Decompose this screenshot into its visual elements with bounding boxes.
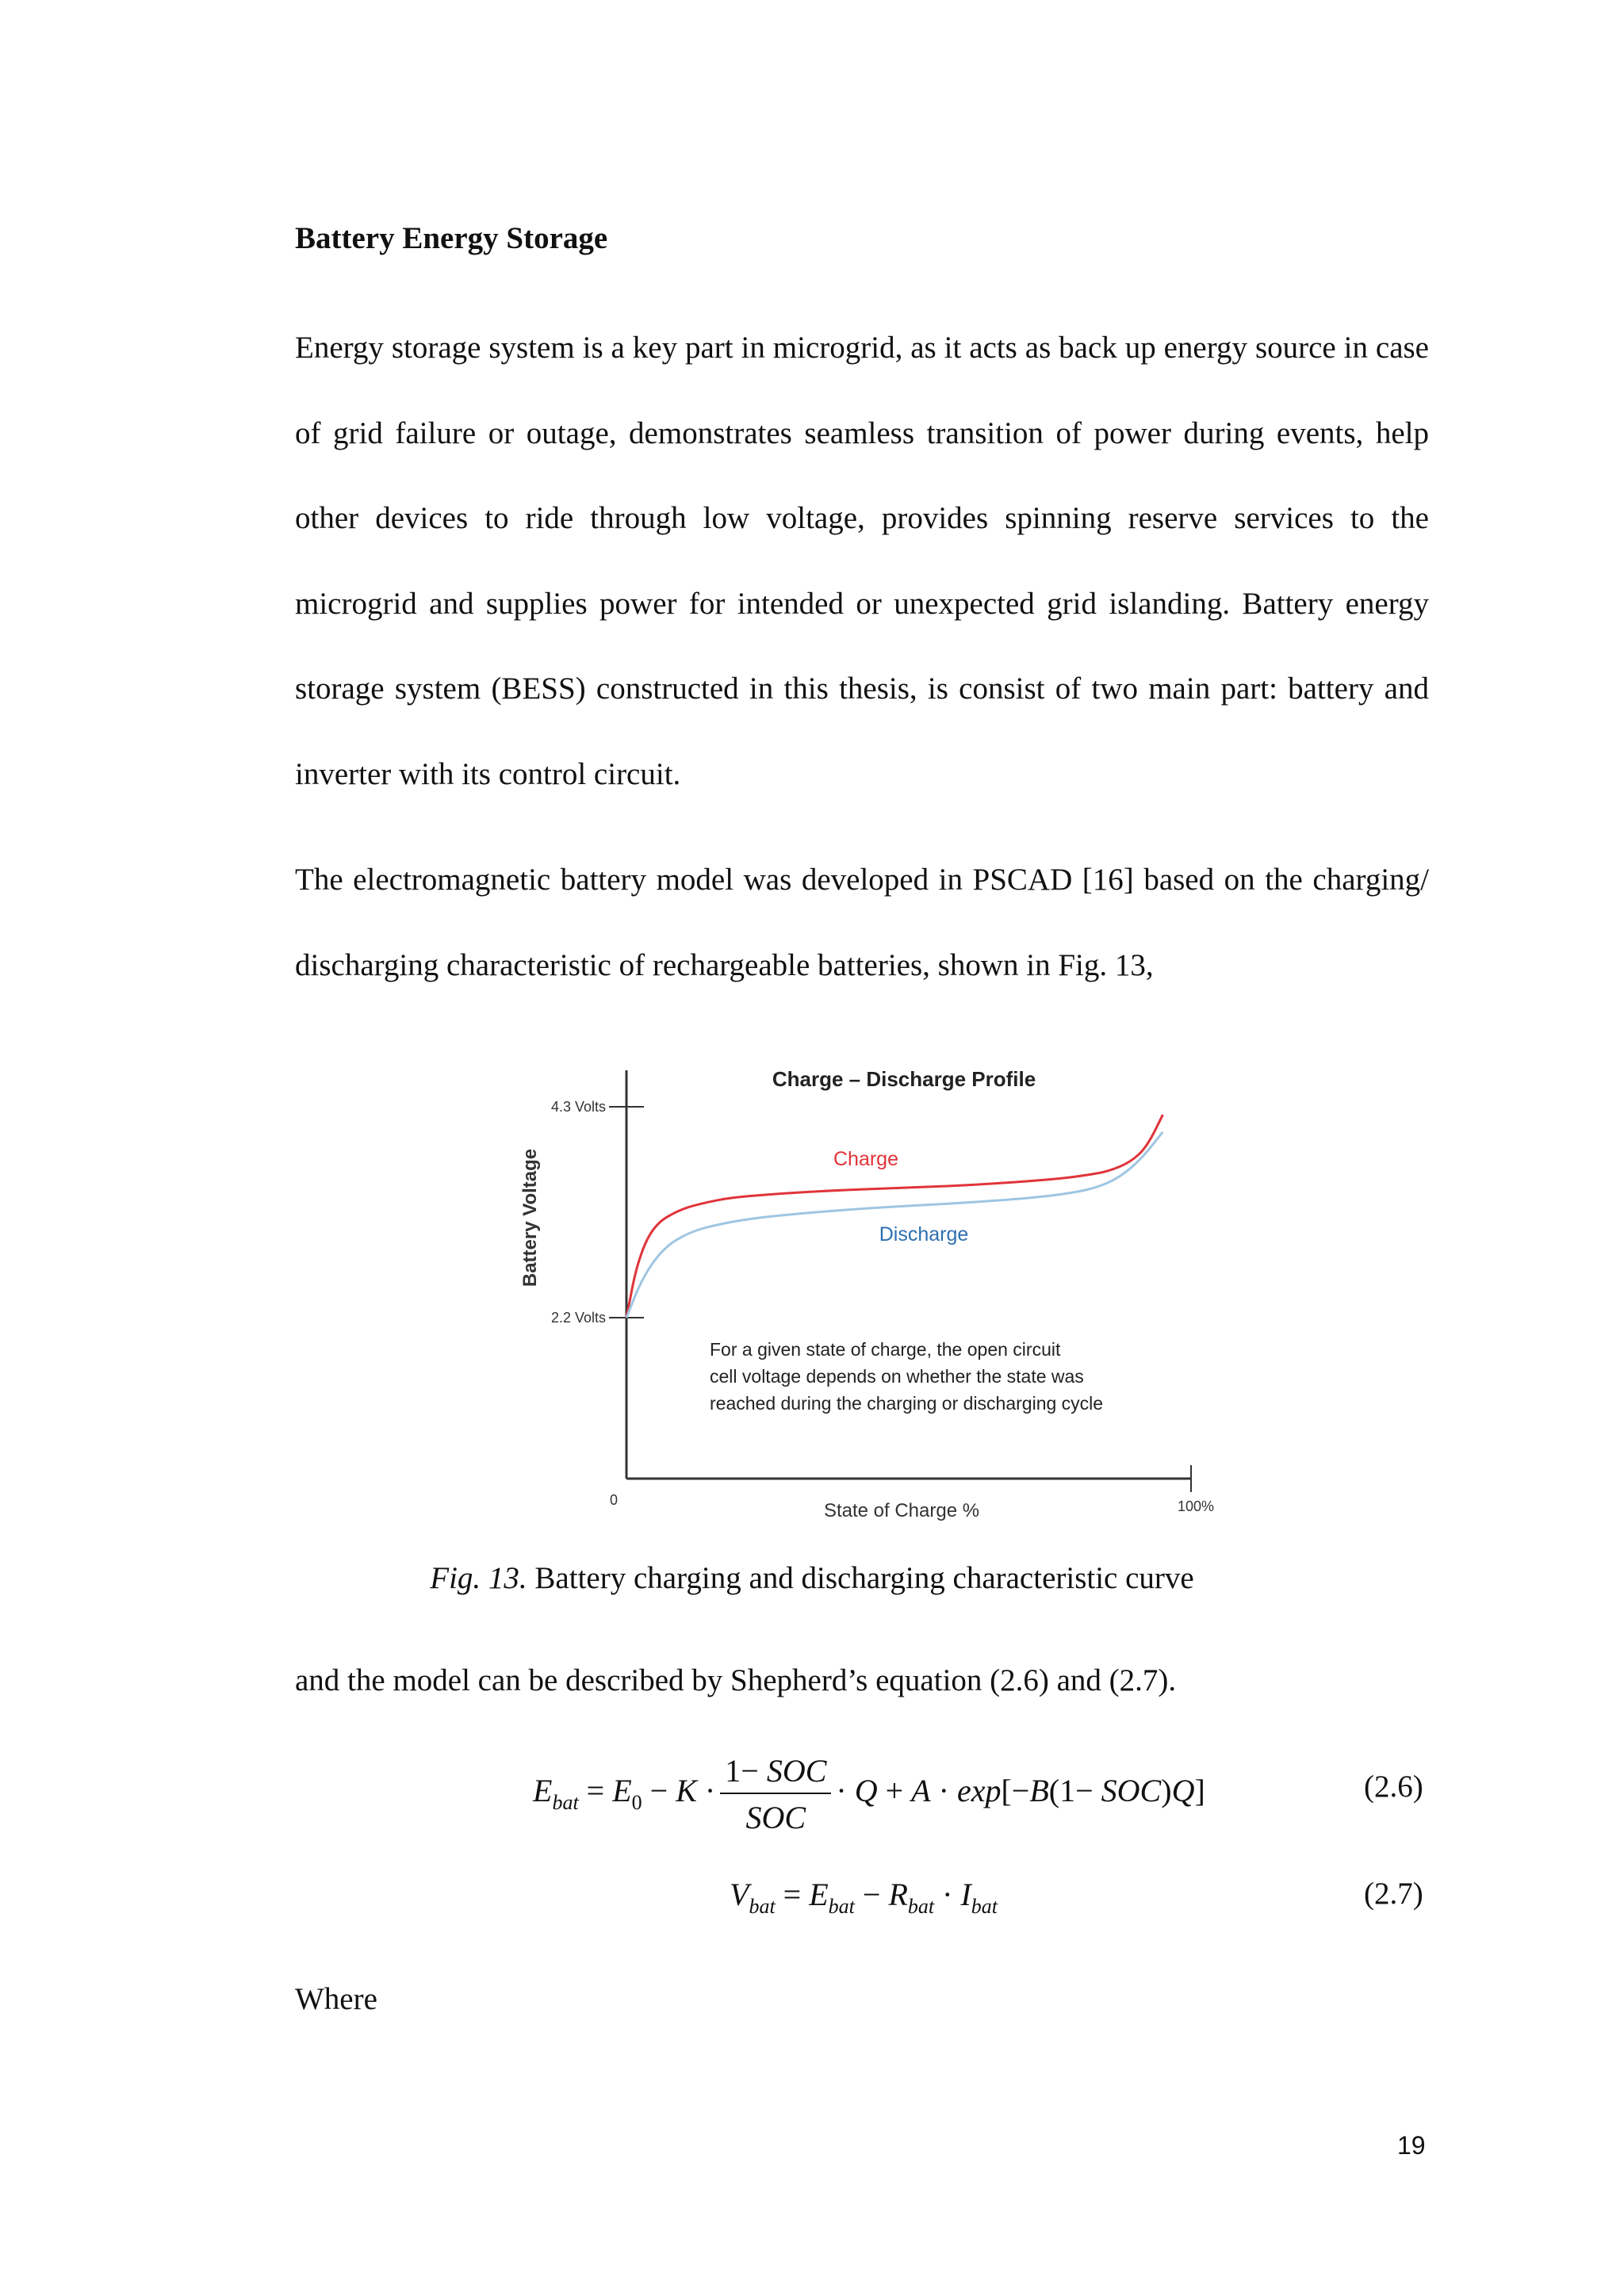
y-tick-label-min: 2.2 Volts: [550, 1310, 606, 1326]
equation-number-2-6: (2.6): [1364, 1770, 1423, 1804]
page-number: 19: [1397, 2131, 1426, 2160]
paragraph-shepherd: and the model can be described by Shepherd’s equation (2.6) and (2.7).: [295, 1663, 1177, 1697]
caption-label: Fig. 13.: [430, 1561, 527, 1595]
annotation-line-2: cell voltage depends on whether the state was: [710, 1366, 1084, 1387]
x-tick-label-max: 100%: [1177, 1498, 1215, 1514]
equation-2-6: $E_{bat} = E_0 - K$ · $\frac{\text{1− SOC}}{\text{SOC}}$ · Q + A · exp[−B(1− SOC)Q]: [533, 1753, 1205, 1835]
equation-2-7: $V_{bat} = E_{bat} - R_{bat} \cdot I_{bat}$: [730, 1877, 998, 1918]
paragraph-battery-model: The electromagnetic battery model was developed in PSCAD [16] based on the charging/ discharging characteristic of rechargeable batteries, shown in Fig. 13,: [295, 863, 1429, 982]
y-tick-label-max: 4.3 Volts: [550, 1099, 606, 1115]
chart-svg: [508, 1062, 1237, 1538]
annotation-line-3: reached during the charging or discharging cycle: [710, 1393, 1104, 1414]
series-line-charge: [626, 1115, 1162, 1318]
equation-number-2-7: (2.7): [1364, 1877, 1423, 1911]
discharge-label: Discharge: [879, 1223, 969, 1246]
series-layer: [626, 1115, 1162, 1318]
where-label: Where: [295, 1982, 377, 2016]
figure-caption: [0, 1560, 1624, 1596]
y-axis-label: Battery Voltage: [519, 1148, 541, 1288]
caption-text: Battery charging and discharging characteristic curve: [527, 1561, 1194, 1595]
x-axis-label: State of Charge %: [823, 1500, 980, 1521]
paragraph-bess-intro: Energy storage system is a key part in microgrid, as it acts as back up energy source in case of grid failure or outage, demonstrates seamless transition of power during events, help other devices to ride through low voltage, provides spinning reserve services to the microgrid and supplies power for intended or unexpected grid islanding. Battery energy storage system (BESS) constructed in this thesis, is consist of two main part: battery and inverter with its control circuit.: [295, 331, 1429, 791]
charge-label: Charge: [833, 1148, 898, 1170]
chart-title: Charge – Discharge Profile: [772, 1067, 1036, 1091]
annotation-line-1: For a given state of charge, the open circuit: [710, 1339, 1061, 1360]
x-tick-label-min: 0: [609, 1492, 619, 1508]
section-heading: Battery Energy Storage: [295, 221, 608, 255]
figure-charge-discharge: [508, 1062, 1237, 1538]
